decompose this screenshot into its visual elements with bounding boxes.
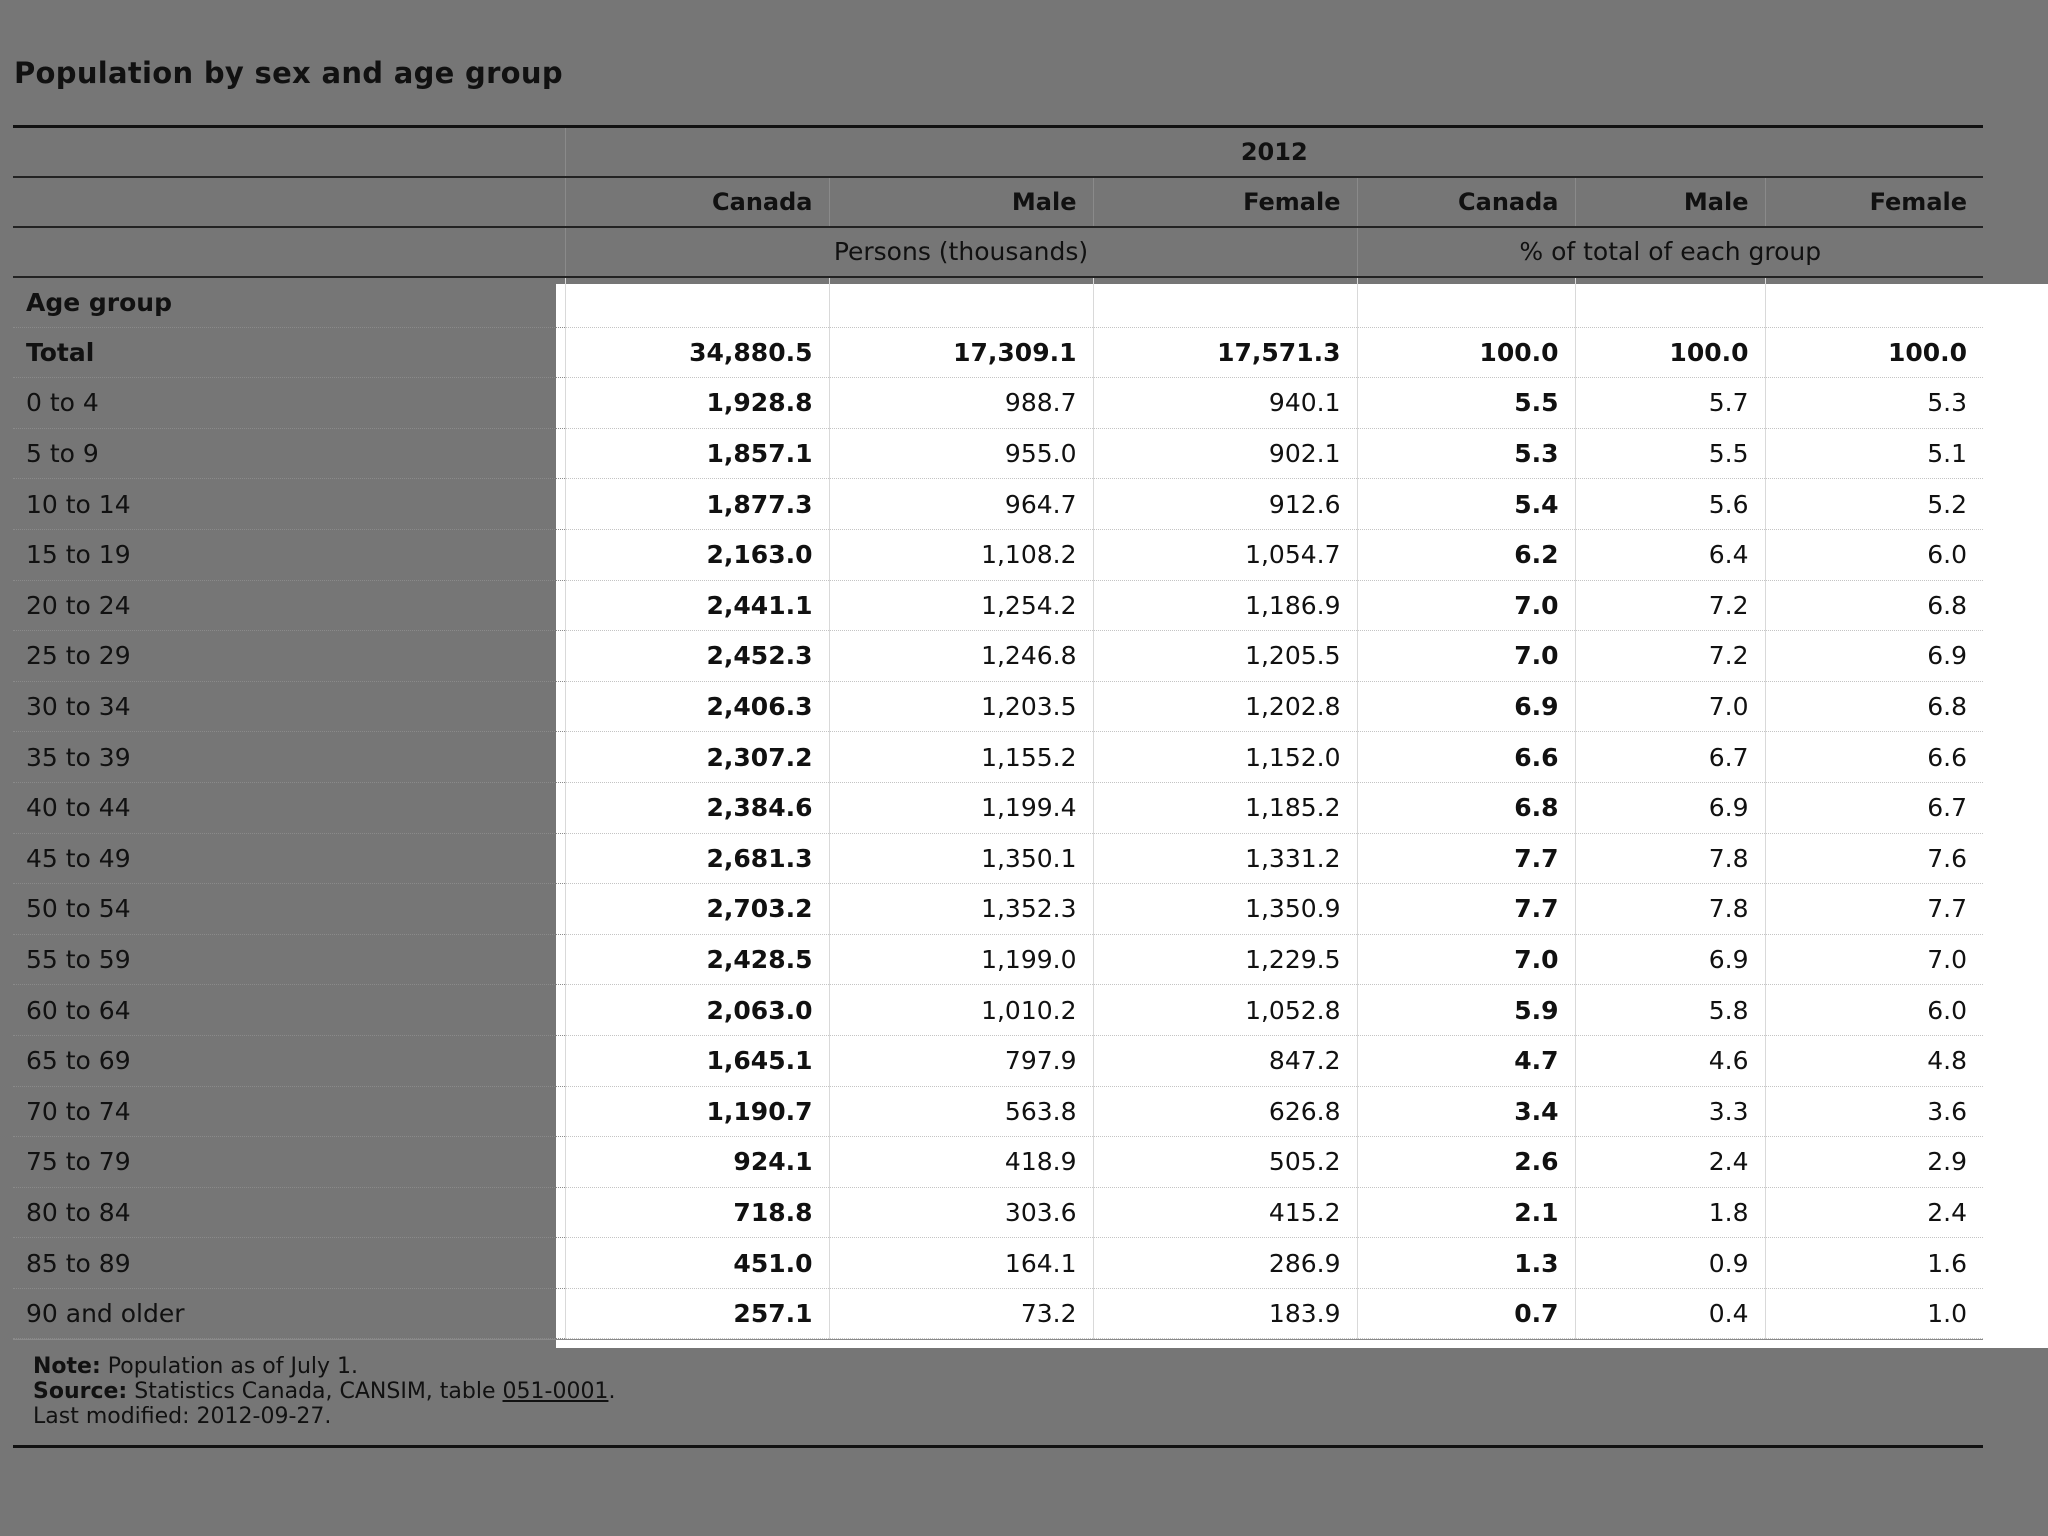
cell-female-percent: 4.8 (1765, 1035, 1983, 1086)
cell-canada-persons: 1,857.1 (565, 428, 829, 479)
cell-canada-percent: 7.7 (1357, 833, 1575, 884)
note-label: Note: (33, 1354, 101, 1380)
row-label: 10 to 14 (13, 479, 565, 530)
header-units-row (13, 227, 1983, 277)
cell-male-percent: 5.8 (1575, 985, 1765, 1036)
cell-canada-persons: 2,406.3 (565, 681, 829, 732)
row-label: 5 to 9 (13, 428, 565, 479)
table-row (13, 1086, 1983, 1137)
row-label: 40 to 44 (13, 782, 565, 833)
cell-female-percent: 100.0 (1765, 327, 1983, 378)
cell-canada-percent: 3.4 (1357, 1086, 1575, 1137)
cell-canada-persons: 1,877.3 (565, 479, 829, 530)
cell-male-percent: 6.9 (1575, 934, 1765, 985)
cell-male-persons: 1,155.2 (829, 732, 1093, 783)
col-header-canada-persons: Canada (565, 177, 829, 227)
cell-male-persons: 797.9 (829, 1035, 1093, 1086)
cell-male-persons: 73.2 (829, 1288, 1093, 1339)
row-label: 85 to 89 (13, 1238, 565, 1289)
col-header-male-persons: Male (829, 177, 1093, 227)
table-row (13, 732, 1983, 783)
table-row (13, 934, 1983, 985)
cell-canada-percent: 4.7 (1357, 1035, 1575, 1086)
cell-canada-persons: 2,703.2 (565, 884, 829, 935)
cell-female-percent: 1.6 (1765, 1238, 1983, 1289)
table-row (13, 681, 1983, 732)
col-header-male-percent: Male (1575, 177, 1765, 227)
cell-female-persons: 912.6 (1093, 479, 1357, 530)
table-row (13, 580, 1983, 631)
cell-male-persons: 1,246.8 (829, 631, 1093, 682)
table-wrapper (13, 125, 1983, 1448)
cell-female-persons: 1,229.5 (1093, 934, 1357, 985)
cell-canada-percent: 7.7 (1357, 884, 1575, 935)
cell-female-persons: 1,052.8 (1093, 985, 1357, 1036)
cell-canada-persons: 2,681.3 (565, 833, 829, 884)
col-header-canada-percent: Canada (1357, 177, 1575, 227)
cell-male-percent: 4.6 (1575, 1035, 1765, 1086)
page-title: Population by sex and age group (14, 56, 563, 90)
table-row (13, 1035, 1983, 1086)
population-table (13, 125, 1983, 1339)
row-label: 20 to 24 (13, 580, 565, 631)
cell-female-persons: 940.1 (1093, 378, 1357, 429)
cell-canada-persons: 1,190.7 (565, 1086, 829, 1137)
cell-female-persons: 286.9 (1093, 1238, 1357, 1289)
cell-female-percent: 6.0 (1765, 985, 1983, 1036)
header-year-row (13, 127, 1983, 177)
cell-male-persons: 1,352.3 (829, 884, 1093, 935)
cell-female-percent: 5.2 (1765, 479, 1983, 530)
empty-cell (1357, 277, 1575, 328)
source-text: Statistics Canada, CANSIM, table (134, 1379, 496, 1405)
source-end: . (608, 1379, 616, 1405)
source-label: Source: (33, 1379, 128, 1405)
cell-canada-persons: 2,452.3 (565, 631, 829, 682)
table-row (13, 327, 1983, 378)
cell-female-percent: 7.6 (1765, 833, 1983, 884)
col-header-female-persons: Female (1093, 177, 1357, 227)
cell-male-persons: 303.6 (829, 1187, 1093, 1238)
cell-canada-percent: 7.0 (1357, 580, 1575, 631)
row-label: 25 to 29 (13, 631, 565, 682)
table-row (13, 378, 1983, 429)
cell-male-persons: 418.9 (829, 1137, 1093, 1188)
empty-cell (1093, 277, 1357, 328)
header-blank (13, 227, 565, 277)
row-label: 45 to 49 (13, 833, 565, 884)
cell-male-persons: 955.0 (829, 428, 1093, 479)
row-label: 55 to 59 (13, 934, 565, 985)
last-modified: Last modified: 2012-09-27. (33, 1404, 332, 1430)
cell-male-percent: 0.4 (1575, 1288, 1765, 1339)
table-row (13, 428, 1983, 479)
row-label: 65 to 69 (13, 1035, 565, 1086)
cell-canada-persons: 1,928.8 (565, 378, 829, 429)
cell-male-percent: 7.2 (1575, 631, 1765, 682)
cell-canada-persons: 451.0 (565, 1238, 829, 1289)
cell-canada-persons: 2,307.2 (565, 732, 829, 783)
cell-canada-percent: 6.8 (1357, 782, 1575, 833)
cell-female-persons: 1,152.0 (1093, 732, 1357, 783)
units-percent: % of total of each group (1357, 227, 1983, 277)
cell-canada-percent: 5.9 (1357, 985, 1575, 1036)
cell-canada-percent: 0.7 (1357, 1288, 1575, 1339)
cell-canada-persons: 2,384.6 (565, 782, 829, 833)
cell-male-percent: 6.4 (1575, 529, 1765, 580)
cell-male-persons: 1,010.2 (829, 985, 1093, 1036)
cell-female-percent: 5.3 (1765, 378, 1983, 429)
row-label: 70 to 74 (13, 1086, 565, 1137)
cell-female-percent: 5.1 (1765, 428, 1983, 479)
cell-female-persons: 17,571.3 (1093, 327, 1357, 378)
cell-female-percent: 2.9 (1765, 1137, 1983, 1188)
cell-male-percent: 100.0 (1575, 327, 1765, 378)
cell-canada-percent: 7.0 (1357, 631, 1575, 682)
table-row (13, 1288, 1983, 1339)
cell-male-percent: 7.8 (1575, 884, 1765, 935)
cell-male-percent: 5.7 (1575, 378, 1765, 429)
header-columns-row (13, 177, 1983, 227)
cell-female-percent: 6.8 (1765, 580, 1983, 631)
cell-male-persons: 1,350.1 (829, 833, 1093, 884)
cell-female-persons: 1,185.2 (1093, 782, 1357, 833)
table-row (13, 1137, 1983, 1188)
cell-canada-percent: 6.2 (1357, 529, 1575, 580)
note-line (33, 1354, 1983, 1379)
cell-canada-percent: 7.0 (1357, 934, 1575, 985)
cell-female-persons: 183.9 (1093, 1288, 1357, 1339)
cell-canada-persons: 257.1 (565, 1288, 829, 1339)
cell-canada-percent: 5.3 (1357, 428, 1575, 479)
cell-female-percent: 6.0 (1765, 529, 1983, 580)
cell-male-persons: 1,108.2 (829, 529, 1093, 580)
cell-male-persons: 164.1 (829, 1238, 1093, 1289)
cell-female-persons: 415.2 (1093, 1187, 1357, 1238)
cell-male-persons: 563.8 (829, 1086, 1093, 1137)
cell-female-persons: 1,331.2 (1093, 833, 1357, 884)
cell-female-persons: 505.2 (1093, 1137, 1357, 1188)
cell-male-percent: 1.8 (1575, 1187, 1765, 1238)
cell-canada-persons: 34,880.5 (565, 327, 829, 378)
cell-male-percent: 7.0 (1575, 681, 1765, 732)
cell-canada-percent: 100.0 (1357, 327, 1575, 378)
cell-female-percent: 7.0 (1765, 934, 1983, 985)
row-label: 80 to 84 (13, 1187, 565, 1238)
header-blank (13, 177, 565, 227)
table-row (13, 833, 1983, 884)
cell-female-persons: 626.8 (1093, 1086, 1357, 1137)
table-row (13, 782, 1983, 833)
cell-canada-percent: 6.6 (1357, 732, 1575, 783)
cell-canada-percent: 6.9 (1357, 681, 1575, 732)
cell-female-persons: 1,054.7 (1093, 529, 1357, 580)
cell-male-persons: 1,254.2 (829, 580, 1093, 631)
cell-male-percent: 7.2 (1575, 580, 1765, 631)
empty-cell (829, 277, 1093, 328)
row-label: 75 to 79 (13, 1137, 565, 1188)
row-label: 0 to 4 (13, 378, 565, 429)
cell-female-persons: 847.2 (1093, 1035, 1357, 1086)
table-row (13, 631, 1983, 682)
cell-female-persons: 1,205.5 (1093, 631, 1357, 682)
cell-canada-persons: 924.1 (565, 1137, 829, 1188)
cell-female-persons: 1,350.9 (1093, 884, 1357, 935)
row-label: Age group (13, 277, 565, 328)
table-row (13, 1238, 1983, 1289)
cell-female-persons: 902.1 (1093, 428, 1357, 479)
row-label: 50 to 54 (13, 884, 565, 935)
cell-canada-percent: 2.6 (1357, 1137, 1575, 1188)
cell-male-percent: 0.9 (1575, 1238, 1765, 1289)
cell-canada-percent: 5.5 (1357, 378, 1575, 429)
cell-male-percent: 6.9 (1575, 782, 1765, 833)
table-row (13, 529, 1983, 580)
cell-male-percent: 6.7 (1575, 732, 1765, 783)
cell-canada-persons: 1,645.1 (565, 1035, 829, 1086)
cell-male-persons: 964.7 (829, 479, 1093, 530)
cell-male-persons: 988.7 (829, 378, 1093, 429)
cell-male-percent: 5.5 (1575, 428, 1765, 479)
cell-canada-percent: 2.1 (1357, 1187, 1575, 1238)
cell-canada-persons: 718.8 (565, 1187, 829, 1238)
cell-female-percent: 6.7 (1765, 782, 1983, 833)
header-blank (13, 127, 565, 177)
cell-canada-persons: 2,428.5 (565, 934, 829, 985)
row-label: 35 to 39 (13, 732, 565, 783)
cell-male-persons: 1,199.0 (829, 934, 1093, 985)
units-persons: Persons (thousands) (565, 227, 1357, 277)
cell-female-percent: 7.7 (1765, 884, 1983, 935)
table-row (13, 1187, 1983, 1238)
row-label: 30 to 34 (13, 681, 565, 732)
cell-female-persons: 1,186.9 (1093, 580, 1357, 631)
cell-male-percent: 7.8 (1575, 833, 1765, 884)
empty-cell (565, 277, 829, 328)
cell-female-persons: 1,202.8 (1093, 681, 1357, 732)
cell-female-percent: 2.4 (1765, 1187, 1983, 1238)
group-header-row (13, 277, 1983, 328)
table-footer (13, 1339, 1983, 1448)
cell-male-persons: 1,203.5 (829, 681, 1093, 732)
table-row (13, 884, 1983, 935)
row-label: 90 and older (13, 1288, 565, 1339)
cell-female-percent: 6.8 (1765, 681, 1983, 732)
cell-female-percent: 3.6 (1765, 1086, 1983, 1137)
header-year: 2012 (565, 127, 1983, 177)
col-header-female-percent: Female (1765, 177, 1983, 227)
empty-cell (1575, 277, 1765, 328)
cell-male-persons: 1,199.4 (829, 782, 1093, 833)
cell-canada-percent: 5.4 (1357, 479, 1575, 530)
source-table-link[interactable]: 051-0001 (502, 1379, 609, 1405)
table-row (13, 479, 1983, 530)
table-row (13, 985, 1983, 1036)
row-label: 60 to 64 (13, 985, 565, 1036)
empty-cell (1765, 277, 1983, 328)
row-label: 15 to 19 (13, 529, 565, 580)
cell-female-percent: 6.9 (1765, 631, 1983, 682)
cell-canada-persons: 2,441.1 (565, 580, 829, 631)
cell-female-percent: 6.6 (1765, 732, 1983, 783)
source-line (33, 1379, 1983, 1404)
cell-male-percent: 3.3 (1575, 1086, 1765, 1137)
cell-canada-percent: 1.3 (1357, 1238, 1575, 1289)
cell-male-persons: 17,309.1 (829, 327, 1093, 378)
row-label: Total (13, 327, 565, 378)
cell-male-percent: 5.6 (1575, 479, 1765, 530)
cell-canada-persons: 2,063.0 (565, 985, 829, 1036)
note-text: Population as of July 1. (107, 1354, 359, 1380)
cell-male-percent: 2.4 (1575, 1137, 1765, 1188)
cell-canada-persons: 2,163.0 (565, 529, 829, 580)
cell-female-percent: 1.0 (1765, 1288, 1983, 1339)
